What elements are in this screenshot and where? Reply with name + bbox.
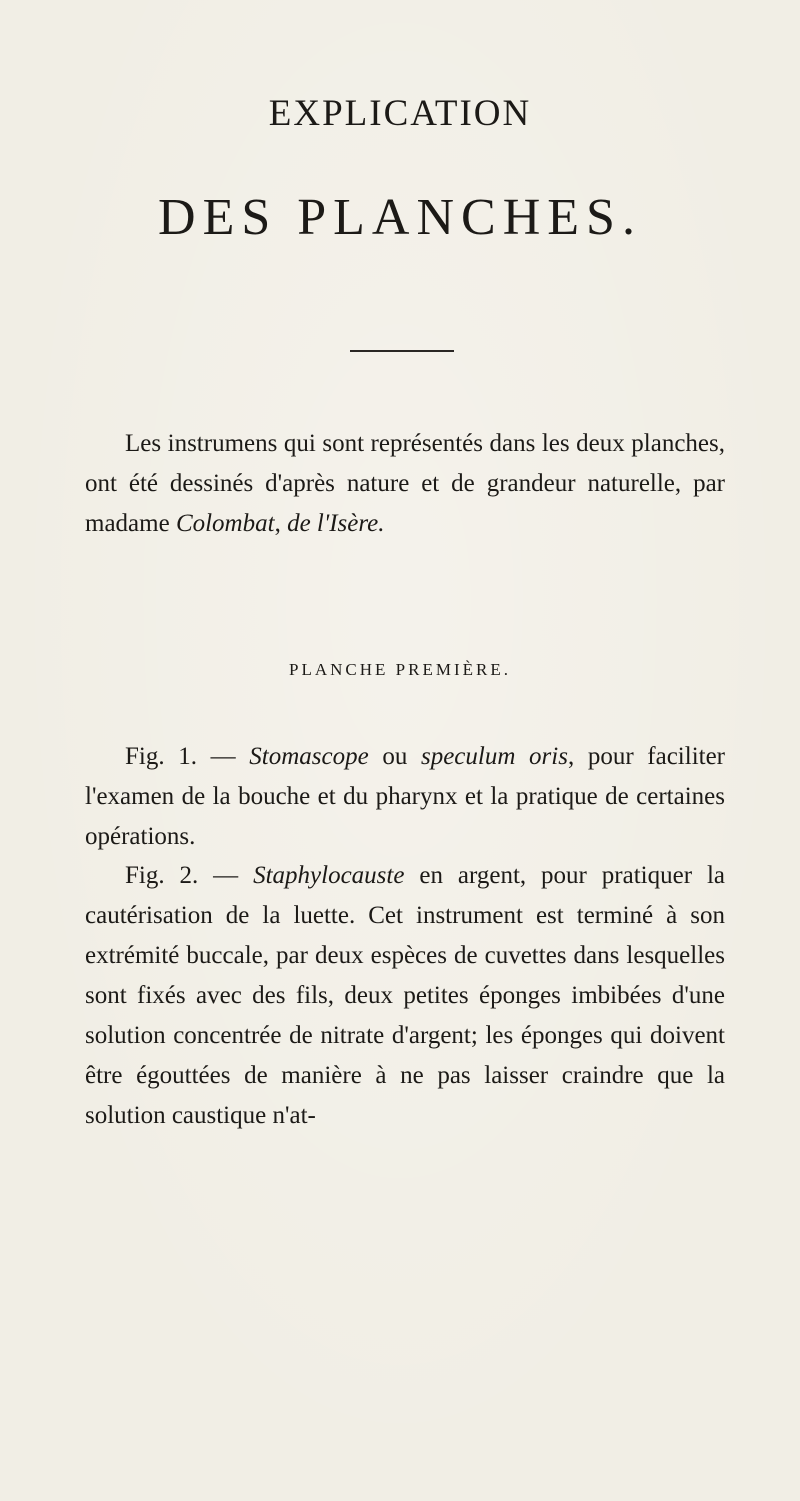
artist-name: Colombat (175, 510, 275, 537)
figure-2-description: en argent, pour pratiquer la cautérisation de la luette. Cet instrument est terminé à son extrémité buccale, par deux espèces de cuvettes dans lesquelles sont fixés avec des fils, deux petites éponges imbibées d'une solution concentrée de nitrate d'argent; les éponges qui doivent être égouttées de manière à ne pas laisser craindre que la solution caustique n'at- (85, 862, 725, 1129)
figure-1-term-latin: speculum oris (420, 743, 568, 770)
figure-1-mid: ou (368, 743, 421, 770)
figure-1-caption (85, 737, 725, 857)
intro-paragraph (85, 424, 725, 544)
planche-heading: PLANCHE PREMIÈRE. (289, 660, 511, 679)
figure-2-term: Staphylocauste (253, 862, 405, 889)
figure-1-term: Stomascope (249, 743, 369, 770)
figure-2-caption (85, 856, 725, 1136)
figure-1-label: Fig. 1. — (125, 743, 250, 770)
heading-des-planches: DES PLANCHES. (158, 189, 642, 246)
figure-2-label: Fig. 2. — (125, 862, 254, 889)
figure-1-description: , pour faciliter l'examen de la bouche et du pharynx et la pratique de certaines opérations. (85, 743, 726, 850)
intro-text: Les instrumens qui sont représentés dans les deux planches, ont été dessinés d'après nature et de grandeur naturelle, par madame (85, 430, 725, 537)
artist-place: de l'Isère. (287, 510, 385, 537)
intro-separator: , (274, 510, 288, 537)
title-rule (350, 350, 454, 352)
heading-explication: EXPLICATION (268, 93, 532, 134)
